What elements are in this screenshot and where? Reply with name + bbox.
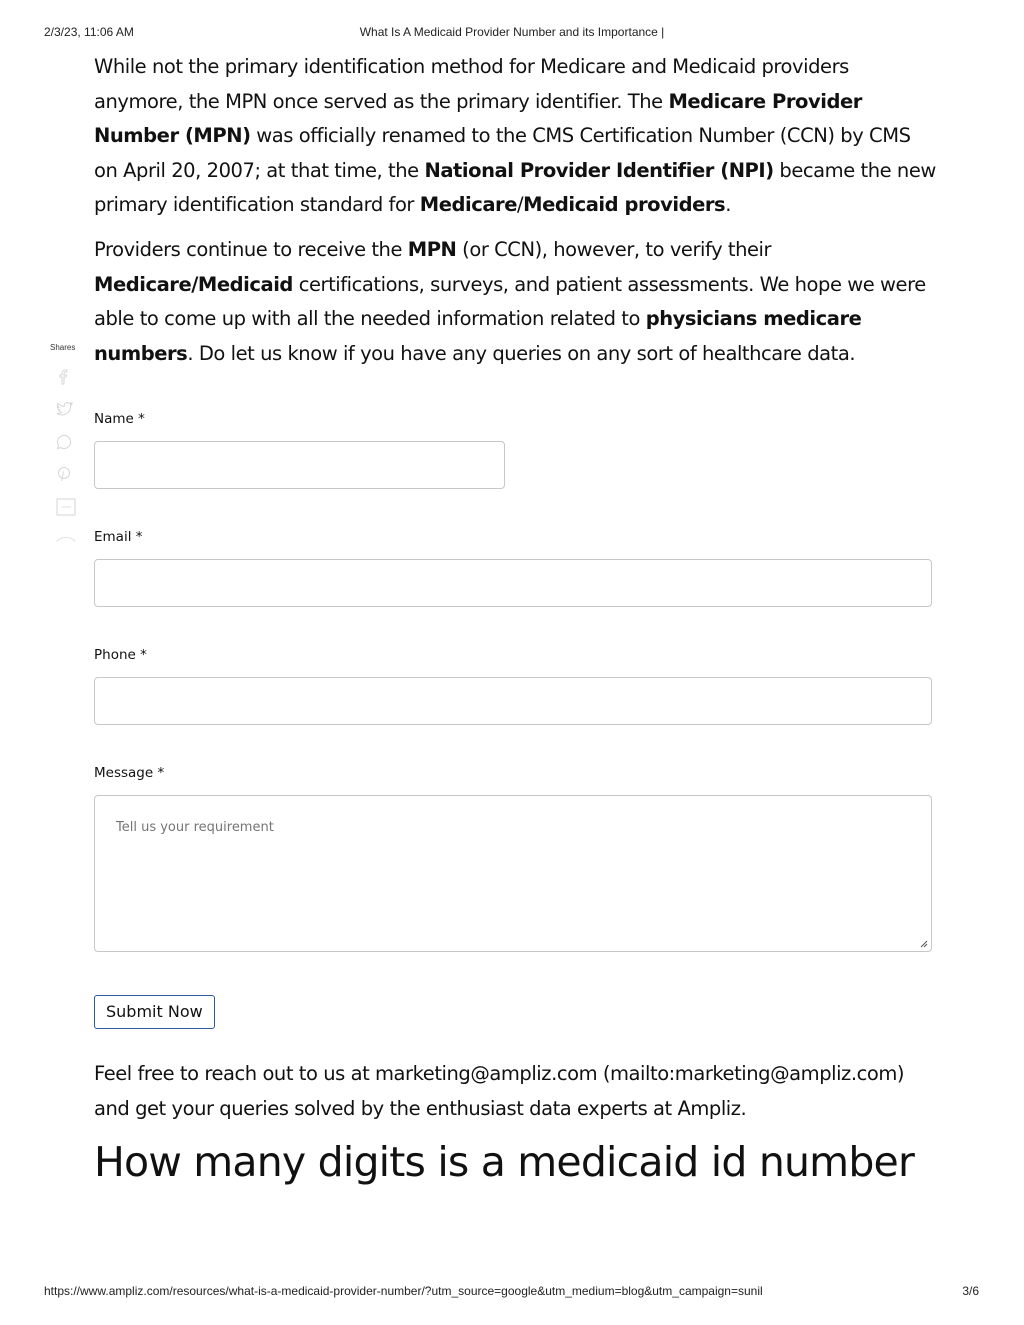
email-label [94, 527, 939, 547]
message-label [94, 763, 939, 783]
shares-label: Shares [50, 343, 76, 352]
resize-handle-icon[interactable] [918, 938, 928, 948]
share-rail [44, 343, 84, 352]
phone-input[interactable] [94, 677, 932, 725]
para2-bold-medicare-medicaid: Medicare/Medicaid [94, 272, 293, 296]
para2-text-4: . Do let us know if you have any queries on any sort of healthcare data. [187, 341, 856, 365]
para1-text-3: became the new primary identification standard for [94, 158, 936, 217]
para1-slash: / [516, 193, 524, 217]
para1-text-2: was officially renamed to the CMS Certification Number (CCN) by CMS on April 20, 2007; at that time, the [94, 124, 911, 182]
email-label-text: Email [94, 529, 132, 546]
submit-row [94, 995, 939, 1029]
message-label-text: Message [94, 765, 154, 782]
print-date: 2/3/23, 11:06 AM [44, 25, 134, 39]
print-header [0, 25, 1024, 41]
para1-period: . [725, 193, 731, 217]
print-page-title: What Is A Medicaid Provider Number and its Importance | [359, 25, 665, 39]
submit-button[interactable]: Submit Now [94, 995, 215, 1029]
pinterest-icon[interactable] [56, 466, 72, 482]
phone-label [94, 645, 939, 665]
para2-text-3: certifications, surveys, and patient assessments. We hope we were able to come up with all the needed information related to [94, 272, 926, 331]
required-mark: * [157, 765, 165, 782]
article-content [94, 50, 939, 1187]
twitter-icon[interactable] [56, 401, 72, 417]
section-heading: How many digits is a medicaid id number [94, 1137, 915, 1186]
email-icon[interactable] [56, 498, 72, 514]
required-mark: * [138, 411, 145, 428]
para1-bold-medicaid-providers: Medicaid providers [523, 193, 726, 217]
phone-label-text: Phone [94, 647, 136, 664]
para2-text-2: (or CCN), however, to verify their [456, 237, 772, 261]
para2-text-1: Providers continue to receive the [94, 237, 408, 261]
message-field-group [94, 763, 939, 952]
para1-bold-npi: National Provider Identifier (NPI) [424, 158, 774, 182]
sms-icon[interactable] [56, 530, 72, 546]
para2-bold-physicians: physicians medicare numbers [94, 307, 862, 365]
name-label [94, 409, 939, 429]
para1-bold-medicare: Medicare [419, 193, 517, 217]
email-field-group [94, 527, 939, 607]
para1-text-1: While not the primary identification method for Medicare and Medicaid providers anymore, the MPN once served as the primary identifier. The [94, 55, 849, 113]
message-textarea[interactable] [94, 795, 932, 952]
paragraph-providers [94, 233, 939, 371]
required-mark: * [140, 647, 147, 664]
name-input[interactable] [94, 441, 505, 489]
para2-bold-mpn: MPN [407, 237, 457, 261]
paragraph-mpn-history [94, 50, 939, 223]
print-url: https://www.ampliz.com/resources/what-is-a-medicaid-provider-number/?utm_source=google&utm_medium=blog&utm_campaign=sunil [44, 1284, 763, 1298]
required-mark: * [135, 529, 143, 546]
page-number: 3/6 [962, 1284, 979, 1298]
print-footer [0, 1284, 1024, 1300]
phone-field-group [94, 645, 939, 725]
para1-bold-mpn: Medicare Provider Number (MPN) [94, 89, 862, 148]
name-field-group [94, 409, 939, 489]
facebook-icon[interactable] [56, 369, 72, 385]
whatsapp-icon[interactable] [56, 434, 72, 450]
name-label-text: Name [94, 411, 134, 428]
email-input[interactable] [94, 559, 932, 607]
contact-form [94, 409, 939, 1029]
paragraph-contact: Feel free to reach out to us at marketing@ampliz.com (mailto:marketing@ampliz.com) and get your queries solved by the enthusiast data experts at Ampliz. [94, 1062, 905, 1120]
